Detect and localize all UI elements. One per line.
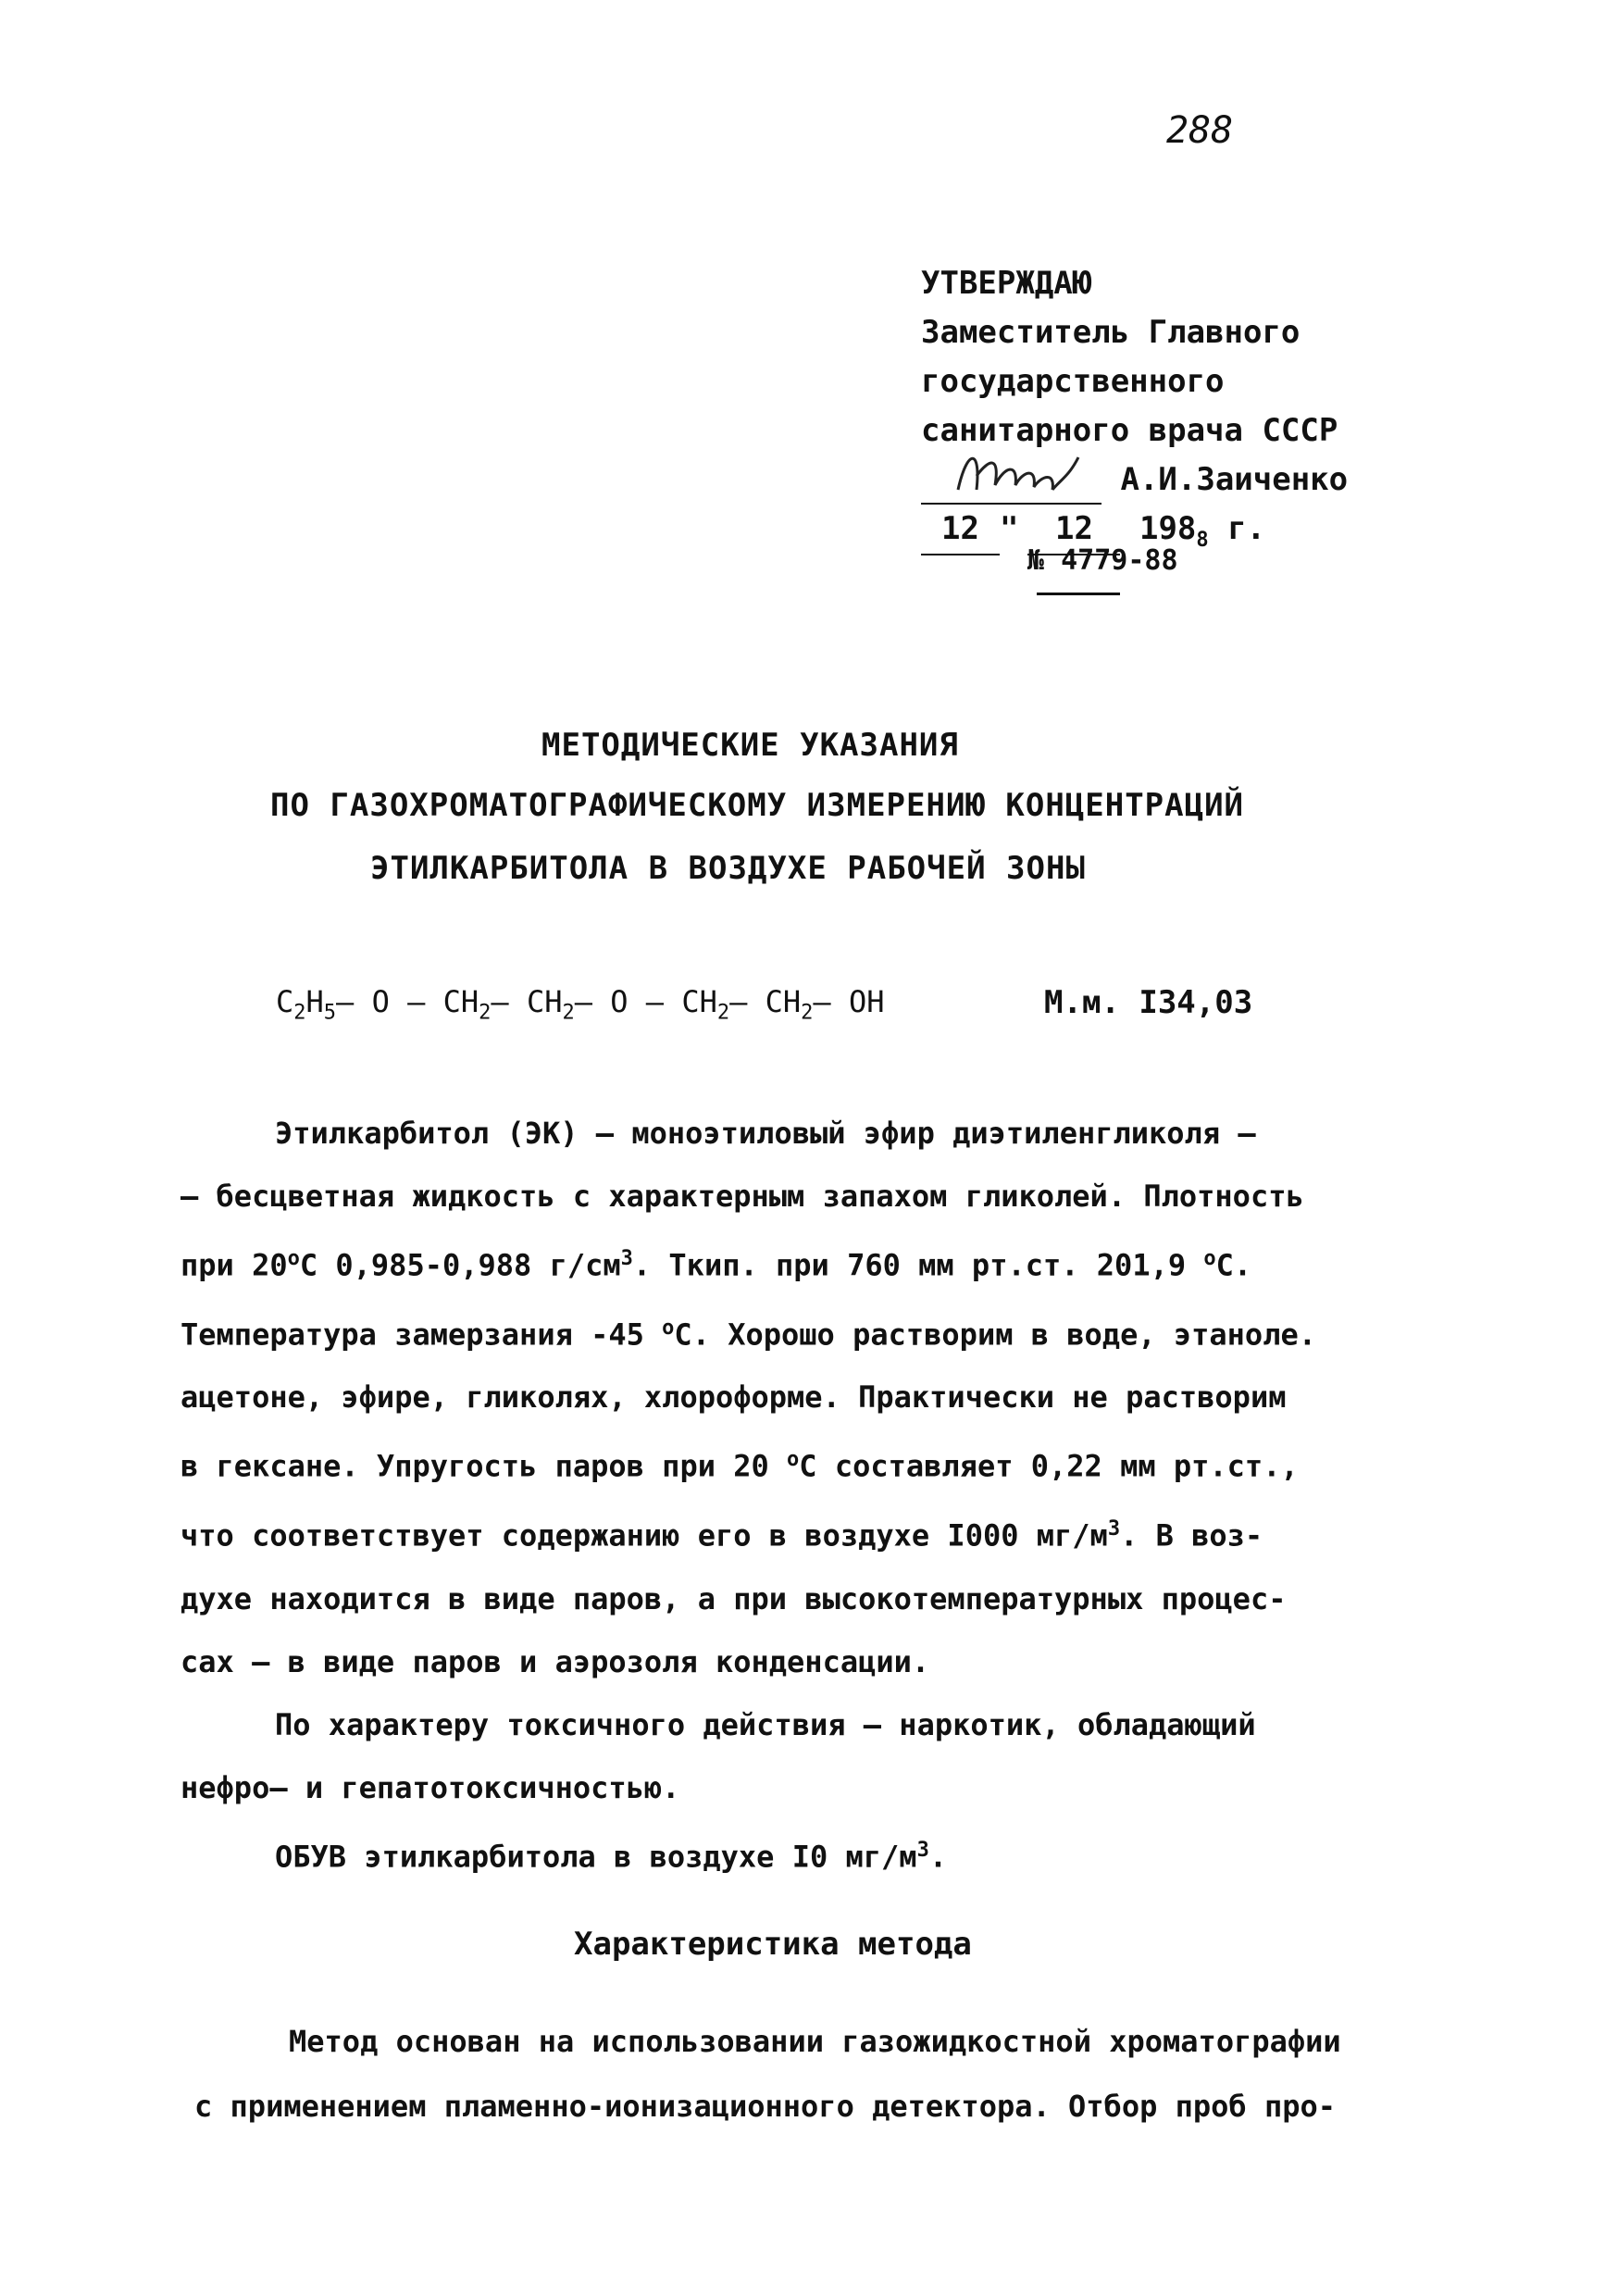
formula-part2: – O – CH (336, 984, 479, 1019)
date-quote: " (1000, 510, 1019, 547)
superscript: о (662, 1316, 675, 1340)
superscript: о (787, 1448, 800, 1472)
text-span: С. (1215, 1247, 1252, 1283)
body-line (180, 1429, 1458, 1498)
approver-name: А.И.Заиченко (1120, 461, 1349, 498)
chemical-formula (276, 984, 884, 1024)
page-number: 288 (1166, 109, 1234, 152)
registration-number: № 4779-88 (1027, 544, 1178, 577)
formula-part3: – CH (491, 984, 563, 1019)
body-line (180, 1297, 1458, 1366)
date-day: 12 (921, 505, 1000, 555)
handwritten-signature (949, 439, 1088, 504)
approval-position-line1: Заместитель Главного (921, 314, 1301, 351)
text-span: С. Хорошо растворим в воде, этаноле. (674, 1316, 1316, 1353)
method-line: Метод основан на использовании газожидкостной хроматографии (289, 2024, 1341, 2059)
superscript: о (287, 1247, 300, 1270)
approval-heading: УТВЕРЖДАЮ (921, 265, 1092, 302)
registration-underline (1037, 593, 1120, 595)
molecular-mass: М.м. I34,03 (1044, 984, 1253, 1021)
formula-h-sub: 5 (323, 1001, 337, 1025)
superscript: 3 (1107, 1516, 1121, 1541)
body-line: нефро– и гепатотоксичностью. (180, 1769, 680, 1805)
approval-position-line2: государственного (921, 363, 1225, 400)
text-span: Температура замерзания -45 (180, 1316, 663, 1353)
superscript: 3 (916, 1838, 929, 1862)
text-span: в гексане. Упругость паров при 20 (180, 1448, 788, 1484)
body-line (180, 1228, 1458, 1297)
formula-c: C (276, 984, 294, 1019)
text-span: С 0,985-0,988 г/см (299, 1247, 621, 1283)
method-line: с применением пламенно-ионизационного детектора. Отбор проб про- (194, 2089, 1336, 2124)
formula-sub1: 2 (479, 1001, 492, 1025)
body-line: – бесцветная жидкость с характерным запахом гликолей. Плотность (180, 1179, 1304, 1214)
approval-position-line3: санитарного врача СССР (921, 412, 1338, 449)
body-line: сах – в виде паров и аэрозоля конденсации. (180, 1643, 930, 1679)
body-line: духе находится в виде паров, а при высокотемпературных процес- (180, 1580, 1287, 1616)
document-title-line1: МЕТОДИЧЕСКИЕ УКАЗАНИЯ (541, 727, 959, 764)
text-span: что соответствует содержанию его в воздухе I000 мг/м (180, 1517, 1108, 1554)
text-span: . В воз- (1120, 1517, 1263, 1554)
method-text (194, 2009, 1341, 2139)
formula-h: H (305, 984, 324, 1019)
date-month: 12 (1027, 505, 1120, 555)
formula-part5: – CH (729, 984, 802, 1019)
formula-part4: – O – CH (574, 984, 717, 1019)
year-sub: 8 (1196, 528, 1209, 552)
superscript: 3 (620, 1247, 633, 1270)
formula-sub4: 2 (801, 1001, 814, 1025)
document-title-line3: ЭТИЛКАРБИТОЛА В ВОЗДУХЕ РАБОЧЕЙ ЗОНЫ (370, 850, 1086, 887)
superscript: о (1203, 1247, 1216, 1270)
text-span: . (928, 1839, 948, 1875)
signature-line (921, 455, 1348, 505)
formula-sub3: 2 (716, 1001, 730, 1025)
text-span: ОБУВ этилкарбитола в воздухе I0 мг/м (275, 1839, 917, 1875)
body-line: ацетоне, эфире, гликолях, хлороформе. Практически не растворим (180, 1379, 1287, 1416)
document-title-line2: ПО ГАЗОХРОМАТОГРАФИЧЕСКОМУ ИЗМЕРЕНИЮ КОНЦЕНТРАЦИЙ (270, 787, 1245, 824)
body-line (180, 1498, 1458, 1567)
year-suffix: г. (1208, 510, 1266, 547)
body-line: По характеру токсичного действия – наркотик, обладающий (275, 1706, 1256, 1742)
text-span: С составляет 0,22 мм рт.ст., (799, 1448, 1299, 1484)
year-prefix: 198 (1139, 510, 1197, 547)
formula-c-sub: 2 (293, 1001, 306, 1025)
formula-part6: – OH (813, 984, 885, 1019)
section-heading: Характеристика метода (574, 1926, 972, 1963)
text-span: . Ткип. при 760 мм рт.ст. 201,9 (632, 1247, 1204, 1283)
body-line (180, 1819, 1458, 1889)
formula-sub2: 2 (562, 1001, 575, 1025)
description-text (180, 1102, 1458, 1888)
approval-block (921, 259, 1348, 565)
text-span: при 20 (180, 1247, 288, 1283)
body-line: Этилкарбитол (ЭК) – моноэтиловый эфир диэтиленгликоля – (275, 1116, 1256, 1151)
